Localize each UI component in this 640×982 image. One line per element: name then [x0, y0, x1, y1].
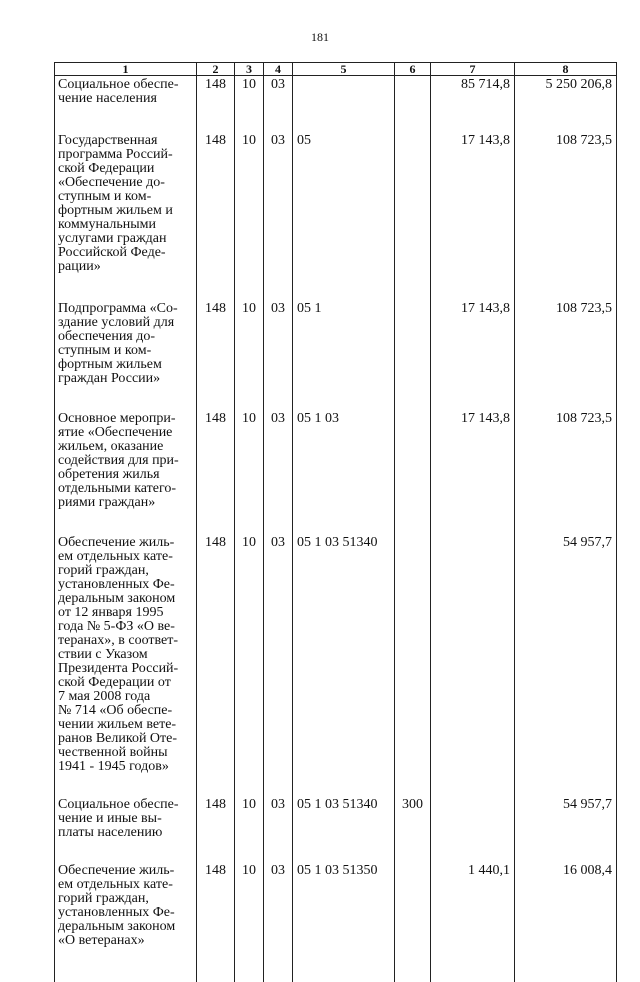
table-body — [55, 76, 617, 982]
expense-type-cell — [395, 76, 431, 133]
column-header: 5 — [293, 63, 395, 76]
table-header-row — [55, 63, 617, 76]
subsection-cell: 03 — [264, 534, 293, 796]
amount-cell: 108 723,5 — [515, 132, 617, 300]
table-row — [55, 132, 617, 300]
empty-cell — [395, 948, 431, 982]
expense-type-cell — [395, 300, 431, 410]
empty-cell — [431, 948, 515, 982]
amount-cell: 108 723,5 — [515, 410, 617, 534]
empty-cell — [197, 948, 235, 982]
expense-type-cell — [395, 862, 431, 948]
target-code-cell: 05 1 03 51340 — [293, 534, 395, 796]
column-header: 8 — [515, 63, 617, 76]
amount-cell: 54 957,7 — [515, 796, 617, 862]
column-header: 6 — [395, 63, 431, 76]
empty-cell — [55, 948, 197, 982]
section-cell: 10 — [235, 862, 264, 948]
empty-cell — [235, 948, 264, 982]
table-row — [55, 410, 617, 534]
column-header: 4 — [264, 63, 293, 76]
code-cell: 148 — [197, 132, 235, 300]
code-cell: 148 — [197, 76, 235, 133]
empty-cell — [264, 948, 293, 982]
row-name-cell: Обеспечение жиль- ем отдельных кате- горий граждан, установленных Фе- деральным законом от 12 января 1995 года № 5-ФЗ «О ве- теранах», в соответ- ствии с Указом Президента Россий- ской Федерации от 7 мая 2008 года № 714 «Об обеспе- чении жильем вете- ранов Великой Оте- чественной войны 1941 - 1945 годов» — [55, 534, 197, 796]
amount-cell — [431, 796, 515, 862]
target-code-cell: 05 1 03 51350 — [293, 862, 395, 948]
table-row — [55, 796, 617, 862]
target-code-cell — [293, 76, 395, 133]
target-code-cell: 05 1 — [293, 300, 395, 410]
amount-cell — [431, 534, 515, 796]
section-cell: 10 — [235, 76, 264, 133]
page-number: 181 — [0, 30, 640, 45]
column-header: 1 — [55, 63, 197, 76]
row-name-cell: Обеспечение жиль- ем отдельных кате- горий граждан, установленных Фе- деральным законом «О ветеранах» — [55, 862, 197, 948]
amount-cell: 17 143,8 — [431, 410, 515, 534]
code-cell: 148 — [197, 300, 235, 410]
section-cell: 10 — [235, 534, 264, 796]
expense-type-cell — [395, 132, 431, 300]
subsection-cell: 03 — [264, 132, 293, 300]
code-cell: 148 — [197, 862, 235, 948]
column-header: 2 — [197, 63, 235, 76]
amount-cell: 5 250 206,8 — [515, 76, 617, 133]
table-row — [55, 300, 617, 410]
subsection-cell: 03 — [264, 76, 293, 133]
subsection-cell: 03 — [264, 410, 293, 534]
row-name-cell: Социальное обеспе- чение и иные вы- платы населению — [55, 796, 197, 862]
target-code-cell: 05 1 03 — [293, 410, 395, 534]
table-row — [55, 862, 617, 948]
row-name-cell: Основное меропри- ятие «Обеспечение жильем, оказание содействия для при- обретения жилья отдельными катего- риями граждан» — [55, 410, 197, 534]
subsection-cell: 03 — [264, 862, 293, 948]
row-name-cell: Государственная программа Россий- ской Федерации «Обеспечение до- ступным и ком- фортным жильем и коммунальными услугами граждан Российской Феде- рации» — [55, 132, 197, 300]
code-cell: 148 — [197, 534, 235, 796]
amount-cell: 108 723,5 — [515, 300, 617, 410]
empty-cell — [293, 948, 395, 982]
row-name-cell: Подпрограмма «Со- здание условий для обеспечения до- ступным и ком- фортным жильем граждан России» — [55, 300, 197, 410]
expense-type-cell: 300 — [395, 796, 431, 862]
section-cell: 10 — [235, 410, 264, 534]
section-cell: 10 — [235, 132, 264, 300]
table-tail-spacer — [55, 948, 617, 982]
expense-type-cell — [395, 534, 431, 796]
amount-cell: 17 143,8 — [431, 300, 515, 410]
expense-type-cell — [395, 410, 431, 534]
subsection-cell: 03 — [264, 796, 293, 862]
code-cell: 148 — [197, 410, 235, 534]
amount-cell: 54 957,7 — [515, 534, 617, 796]
amount-cell: 85 714,8 — [431, 76, 515, 133]
row-name-cell: Социальное обеспе- чение населения — [55, 76, 197, 133]
section-cell: 10 — [235, 796, 264, 862]
column-header: 3 — [235, 63, 264, 76]
section-cell: 10 — [235, 300, 264, 410]
amount-cell: 1 440,1 — [431, 862, 515, 948]
empty-cell — [515, 948, 617, 982]
target-code-cell: 05 — [293, 132, 395, 300]
code-cell: 148 — [197, 796, 235, 862]
column-header: 7 — [431, 63, 515, 76]
amount-cell: 17 143,8 — [431, 132, 515, 300]
table-row — [55, 534, 617, 796]
amount-cell: 16 008,4 — [515, 862, 617, 948]
subsection-cell: 03 — [264, 300, 293, 410]
budget-table — [54, 62, 617, 982]
table-row — [55, 76, 617, 133]
target-code-cell: 05 1 03 51340 — [293, 796, 395, 862]
